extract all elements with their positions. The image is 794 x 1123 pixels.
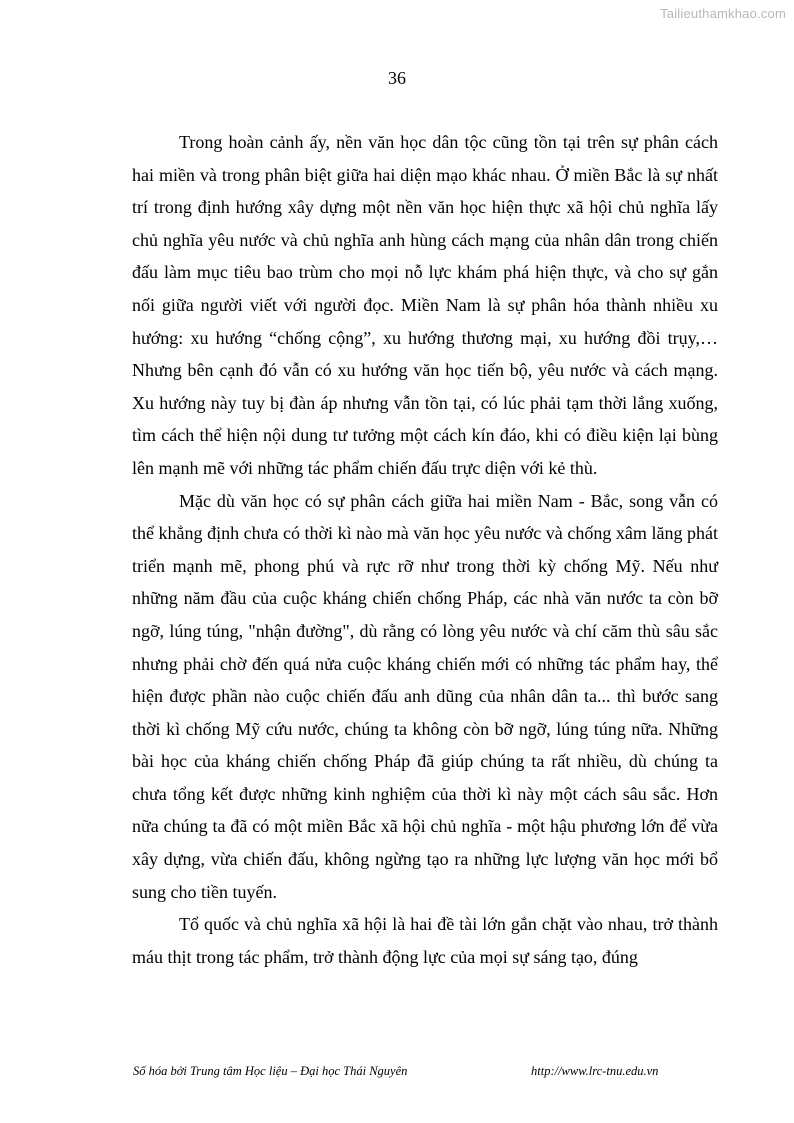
- footer-url: http://www.lrc-tnu.edu.vn: [531, 1064, 659, 1078]
- watermark: Tailieuthamkhao.com: [660, 6, 786, 21]
- body-text: [132, 126, 718, 973]
- paragraph-2: Mặc dù văn học có sự phân cách giữa hai miền Nam - Bắc, song vẫn có thể khẳng định chưa có thời kì nào mà văn học yêu nước và chống xâm lăng phát triển mạnh mẽ, phong phú và rực rỡ như trong thời kỳ chống Mỹ. Nếu như những năm đầu của cuộc kháng chiến chống Pháp, các nhà văn nước ta còn bỡ ngỡ, lúng túng, "nhận đường", dù rằng có lòng yêu nước và chí căm thù sâu sắc nhưng phải chờ đến quá nửa cuộc kháng chiến mới có những tác phẩm hay, thể hiện được phần nào cuộc chiến đấu anh dũng của nhân dân ta... thì bước sang thời kì chống Mỹ cứu nước, chúng ta không còn bỡ ngỡ, lúng túng nữa. Những bài học của kháng chiến chống Pháp đã giúp chúng ta rất nhiều, dù chúng ta chưa tổng kết được những kinh nghiệm của thời kì này một cách sâu sắc. Hơn nữa chúng ta đã có một miền Bắc xã hội chủ nghĩa - một hậu phương lớn để vừa xây dựng, vừa chiến đấu, không ngừng tạo ra những lực lượng văn học mới bổ sung cho tiền tuyến.: [132, 490, 718, 902]
- paragraph-1: Trong hoàn cảnh ấy, nền văn học dân tộc cũng tồn tại trên sự phân cách hai miền và trong phân biệt giữa hai diện mạo khác nhau. Ở miền Bắc là sự nhất trí trong định hướng xây dựng một nền văn học hiện thực xã hội chủ nghĩa lấy chủ nghĩa yêu nước và chủ nghĩa anh hùng cách mạng của nhân dân trong chiến đấu làm mục tiêu bao trùm cho mọi nỗ lực khám phá hiện thực, và cho sự gắn nối giữa người viết với người đọc. Miền Nam là sự phân hóa thành nhiều xu hướng: xu hướng “chống cộng”, xu hướng thương mại, xu hướng đồi trụy,…Nhưng bên cạnh đó vẫn có xu hướng văn học tiến bộ, yêu nước và cách mạng. Xu hướng này tuy bị đàn áp nhưng vẫn tồn tại, có lúc phải tạm thời lắng xuống, tìm cách thể hiện nội dung tư tưởng một cách kín đáo, khi có điều kiện lại bùng lên mạnh mẽ với những tác phẩm chiến đấu trực diện với kẻ thù.: [132, 132, 718, 478]
- paragraph-3: Tổ quốc và chủ nghĩa xã hội là hai đề tài lớn gắn chặt vào nhau, trở thành máu thịt trong tác phẩm, trở thành động lực của mọi sự sáng tạo, đúng: [132, 914, 718, 967]
- footer-source: Số hóa bởi Trung tâm Học liệu – Đại học Thái Nguyên: [133, 1064, 408, 1078]
- page-number: 36: [388, 68, 406, 88]
